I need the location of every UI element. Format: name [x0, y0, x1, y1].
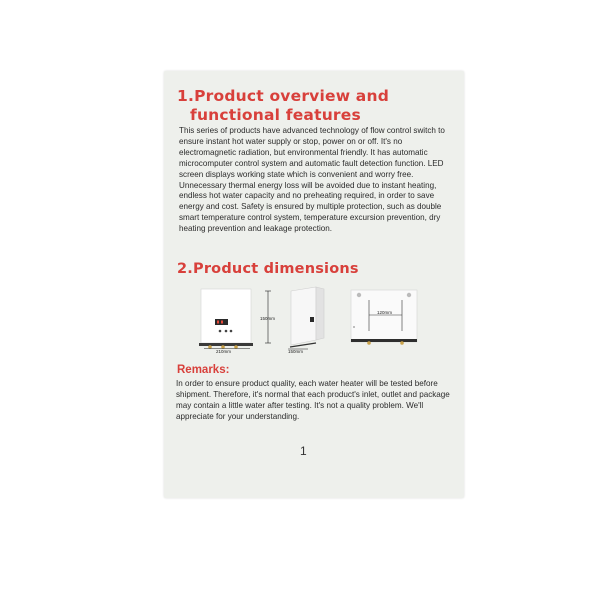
- remarks-body: In order to ensure product quality, each water heater will be tested before shipment. Therefore, it's normal that each product's inlet, outlet and package may contain a little water after testing. It's not a quality problem. We'll appreciate for your understanding.: [176, 379, 450, 421]
- section-1-heading: [177, 87, 457, 125]
- dim-side-depth-label: 150mm: [288, 349, 304, 354]
- remarks-heading: Remarks:: [177, 364, 230, 376]
- dim-front-height-label: 150mm: [260, 316, 276, 321]
- section-1-heading-line-2: functional features: [190, 106, 361, 124]
- section-1-heading-line-1: 1.Product overview and: [177, 87, 389, 105]
- dim-bottom-spacing-label: 120mm: [377, 310, 393, 315]
- dimension-figures: [164, 285, 464, 355]
- section-2-heading: 2.Product dimensions: [177, 261, 359, 277]
- bottom-view-figure: [351, 290, 417, 345]
- dim-front-width-label: 210mm: [216, 349, 232, 354]
- section-1-body: This series of products have advanced technology of flow control switch to ensure instant hot water supply or stop, power on or off. It's no electromagnetic radiation, but environmental friendly. It has automatic microcomputer control system and automatic fault detection function. LED screen displays working state which is convenient and worry free. Unnecessary thermal energy loss will be avoided due to instant heating, endless hot water capacity and no preheating required, in order to save energy and cost. Safety is ensured by multiple protection, such as double smart temperature control system, temperature excursion prevention, dry heating prevention and leakage protection.: [179, 126, 445, 234]
- side-view-figure: [288, 287, 324, 349]
- page-number: 1: [300, 444, 307, 458]
- instruction-leaflet: [164, 71, 464, 498]
